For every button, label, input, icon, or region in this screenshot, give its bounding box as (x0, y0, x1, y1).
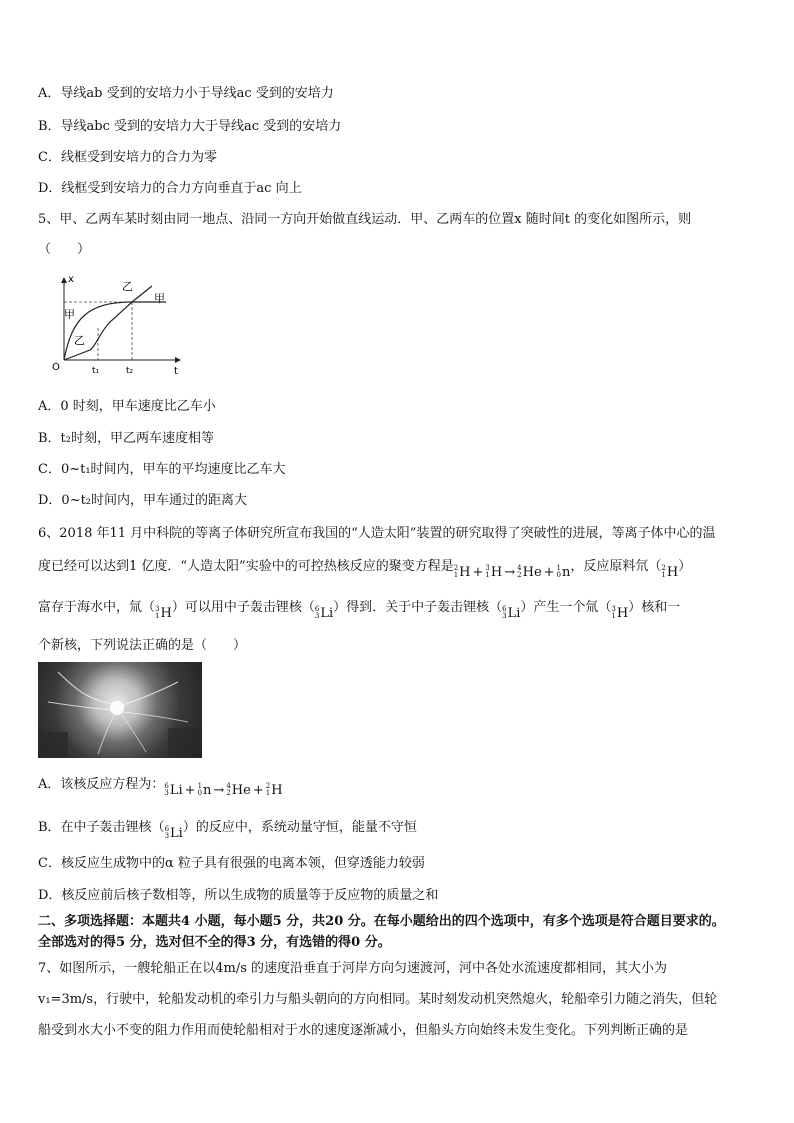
arrow-icon: → (504, 564, 516, 580)
lithium-6: 6 3 Li (502, 605, 521, 621)
q6-line2 (38, 555, 691, 580)
reaction-equation: 6 3 Li + 1 0 n → 4 2 He + 2 1 H (164, 782, 283, 798)
he4-iso: 4 2 (517, 564, 522, 579)
q5-option-d: D．0~t₂时间内，甲车通过的距离大 (38, 493, 248, 508)
q6-option-d: D．核反应前后核子数相等，所以生成物的质量等于反应物的质量之和 (38, 888, 439, 903)
q6-line2-end: ） (678, 559, 692, 574)
he4-symbol: He (522, 564, 542, 580)
q7-line2: v₁=3m/s，行驶中，轮船发动机的牵引力与船头朝向的方向相同。某时刻发动机突然熄火，轮船牵引力随之消失，但轮 (38, 992, 718, 1007)
q6-line2-post: ，反应原料氘（ (570, 559, 662, 574)
n1-iso: 1 0 (556, 564, 562, 579)
x-axis-label: t (174, 366, 178, 377)
origin-label: O (52, 362, 60, 373)
jia-left-label: 甲 (64, 308, 75, 321)
fusion-equation (454, 565, 571, 580)
yi-top-label: 乙 (122, 280, 133, 293)
jia-top-label: 甲 (154, 292, 165, 305)
lithium-6: 6 3 Li (164, 825, 183, 841)
y-axis-label: x (68, 274, 74, 285)
q4-option-c: C．线框受到安培力的合力为零 (38, 150, 217, 165)
q6-line2-pre: 度已经可以达到1 亿度．“人造太阳”实验中的可控热核反应的聚变方程是 (38, 559, 454, 574)
section2-line1: 二、多项选择题：本题共4 小题，每小题5 分，共20 分。在每小题给出的四个选项中，有多个选项是符合题目要求的。 (38, 914, 725, 929)
q5-option-b: B．t₂时刻，甲乙两车速度相等 (38, 431, 214, 446)
q4-option-b: B．导线abc 受到的安培力大于导线ac 受到的安培力 (38, 119, 342, 134)
h3-iso: 3 1 (485, 564, 490, 579)
q6-option-b: B．在中子轰击锂核（ 6 3 Li ）的反应中，系统动量守恒，能量不守恒 (38, 820, 417, 841)
deuterium: 2 1 H (661, 564, 679, 580)
arrow-icon: → (213, 782, 225, 798)
q7-line3: 船受到水大小不变的阻力作用而使轮船相对于水的速度逐渐减小，但船头方向始终未发生变化。下列判断正确的是 (38, 1023, 689, 1038)
curve-jia (64, 302, 166, 360)
q4-option-a: A．导线ab 受到的安培力小于导线ac 受到的安培力 (38, 86, 334, 101)
q6-option-a: A．该核反应方程为： 6 3 Li + 1 0 n → 4 2 He + 2 1 H (38, 777, 283, 798)
h2-iso: 2 1 (453, 564, 459, 579)
q5-paren: （ ） (38, 242, 91, 257)
q6-line3: 富存于海水中，氚（ 3 1 H ）可以用中子轰击锂核（ 6 3 Li ）得到．关于中子轰击锂核（ 6 3 Li ）产生一个氚（ 3 1 H ）核和一 (38, 600, 681, 621)
q5-option-a: A．0 时刻，甲车速度比乙车小 (38, 399, 216, 414)
q6-option-c: C．核反应生成物中的α 粒子具有很强的电离本领，但穿透能力较弱 (38, 856, 425, 871)
q4-option-d: D．线框受到安培力的合力方向垂直于ac 向上 (38, 181, 302, 196)
n1-symbol: n (562, 564, 571, 580)
plasma-photo (38, 662, 202, 758)
yi-mid-label: 乙 (74, 334, 85, 347)
h3-symbol: H (490, 564, 503, 580)
q6-line4: 个新核，下列说法正确的是（ ） (38, 638, 247, 653)
lithium-6: 6 3 Li (314, 605, 334, 621)
section2-line2: 全部选对的得5 分，选对但不全的得3 分，有选错的得0 分。 (38, 935, 391, 950)
plus-sign: + (472, 564, 484, 580)
q5-position-time-graph (48, 270, 198, 378)
h2-symbol: H (459, 564, 471, 580)
tritium: 3 1 H (611, 605, 629, 621)
q7-line1: 7、如图所示，一艘轮船正在以4m/s 的速度沿垂直于河岸方向匀速渡河，河中各处水流速度都相同，其大小为 (38, 961, 668, 976)
t1-label: t₁ (92, 366, 100, 376)
tritium: 3 1 H (155, 605, 172, 621)
plus-sign: + (543, 564, 555, 580)
t2-label: t₂ (126, 366, 134, 376)
q5-option-c: C．0~t₁时间内，甲车的平均速度比乙车大 (38, 462, 286, 477)
q6-line1: 6、2018 年11 月中科院的等离子体研究所宣布我国的“人造太阳”装置的研究取得了突破性的进展，等离子体中心的温 (38, 526, 716, 541)
q5-stem: 5、甲、乙两车某时刻由同一地点、沿同一方向开始做直线运动．甲、乙两车的位置x 随时间t 的变化如图所示，则 (38, 212, 692, 227)
